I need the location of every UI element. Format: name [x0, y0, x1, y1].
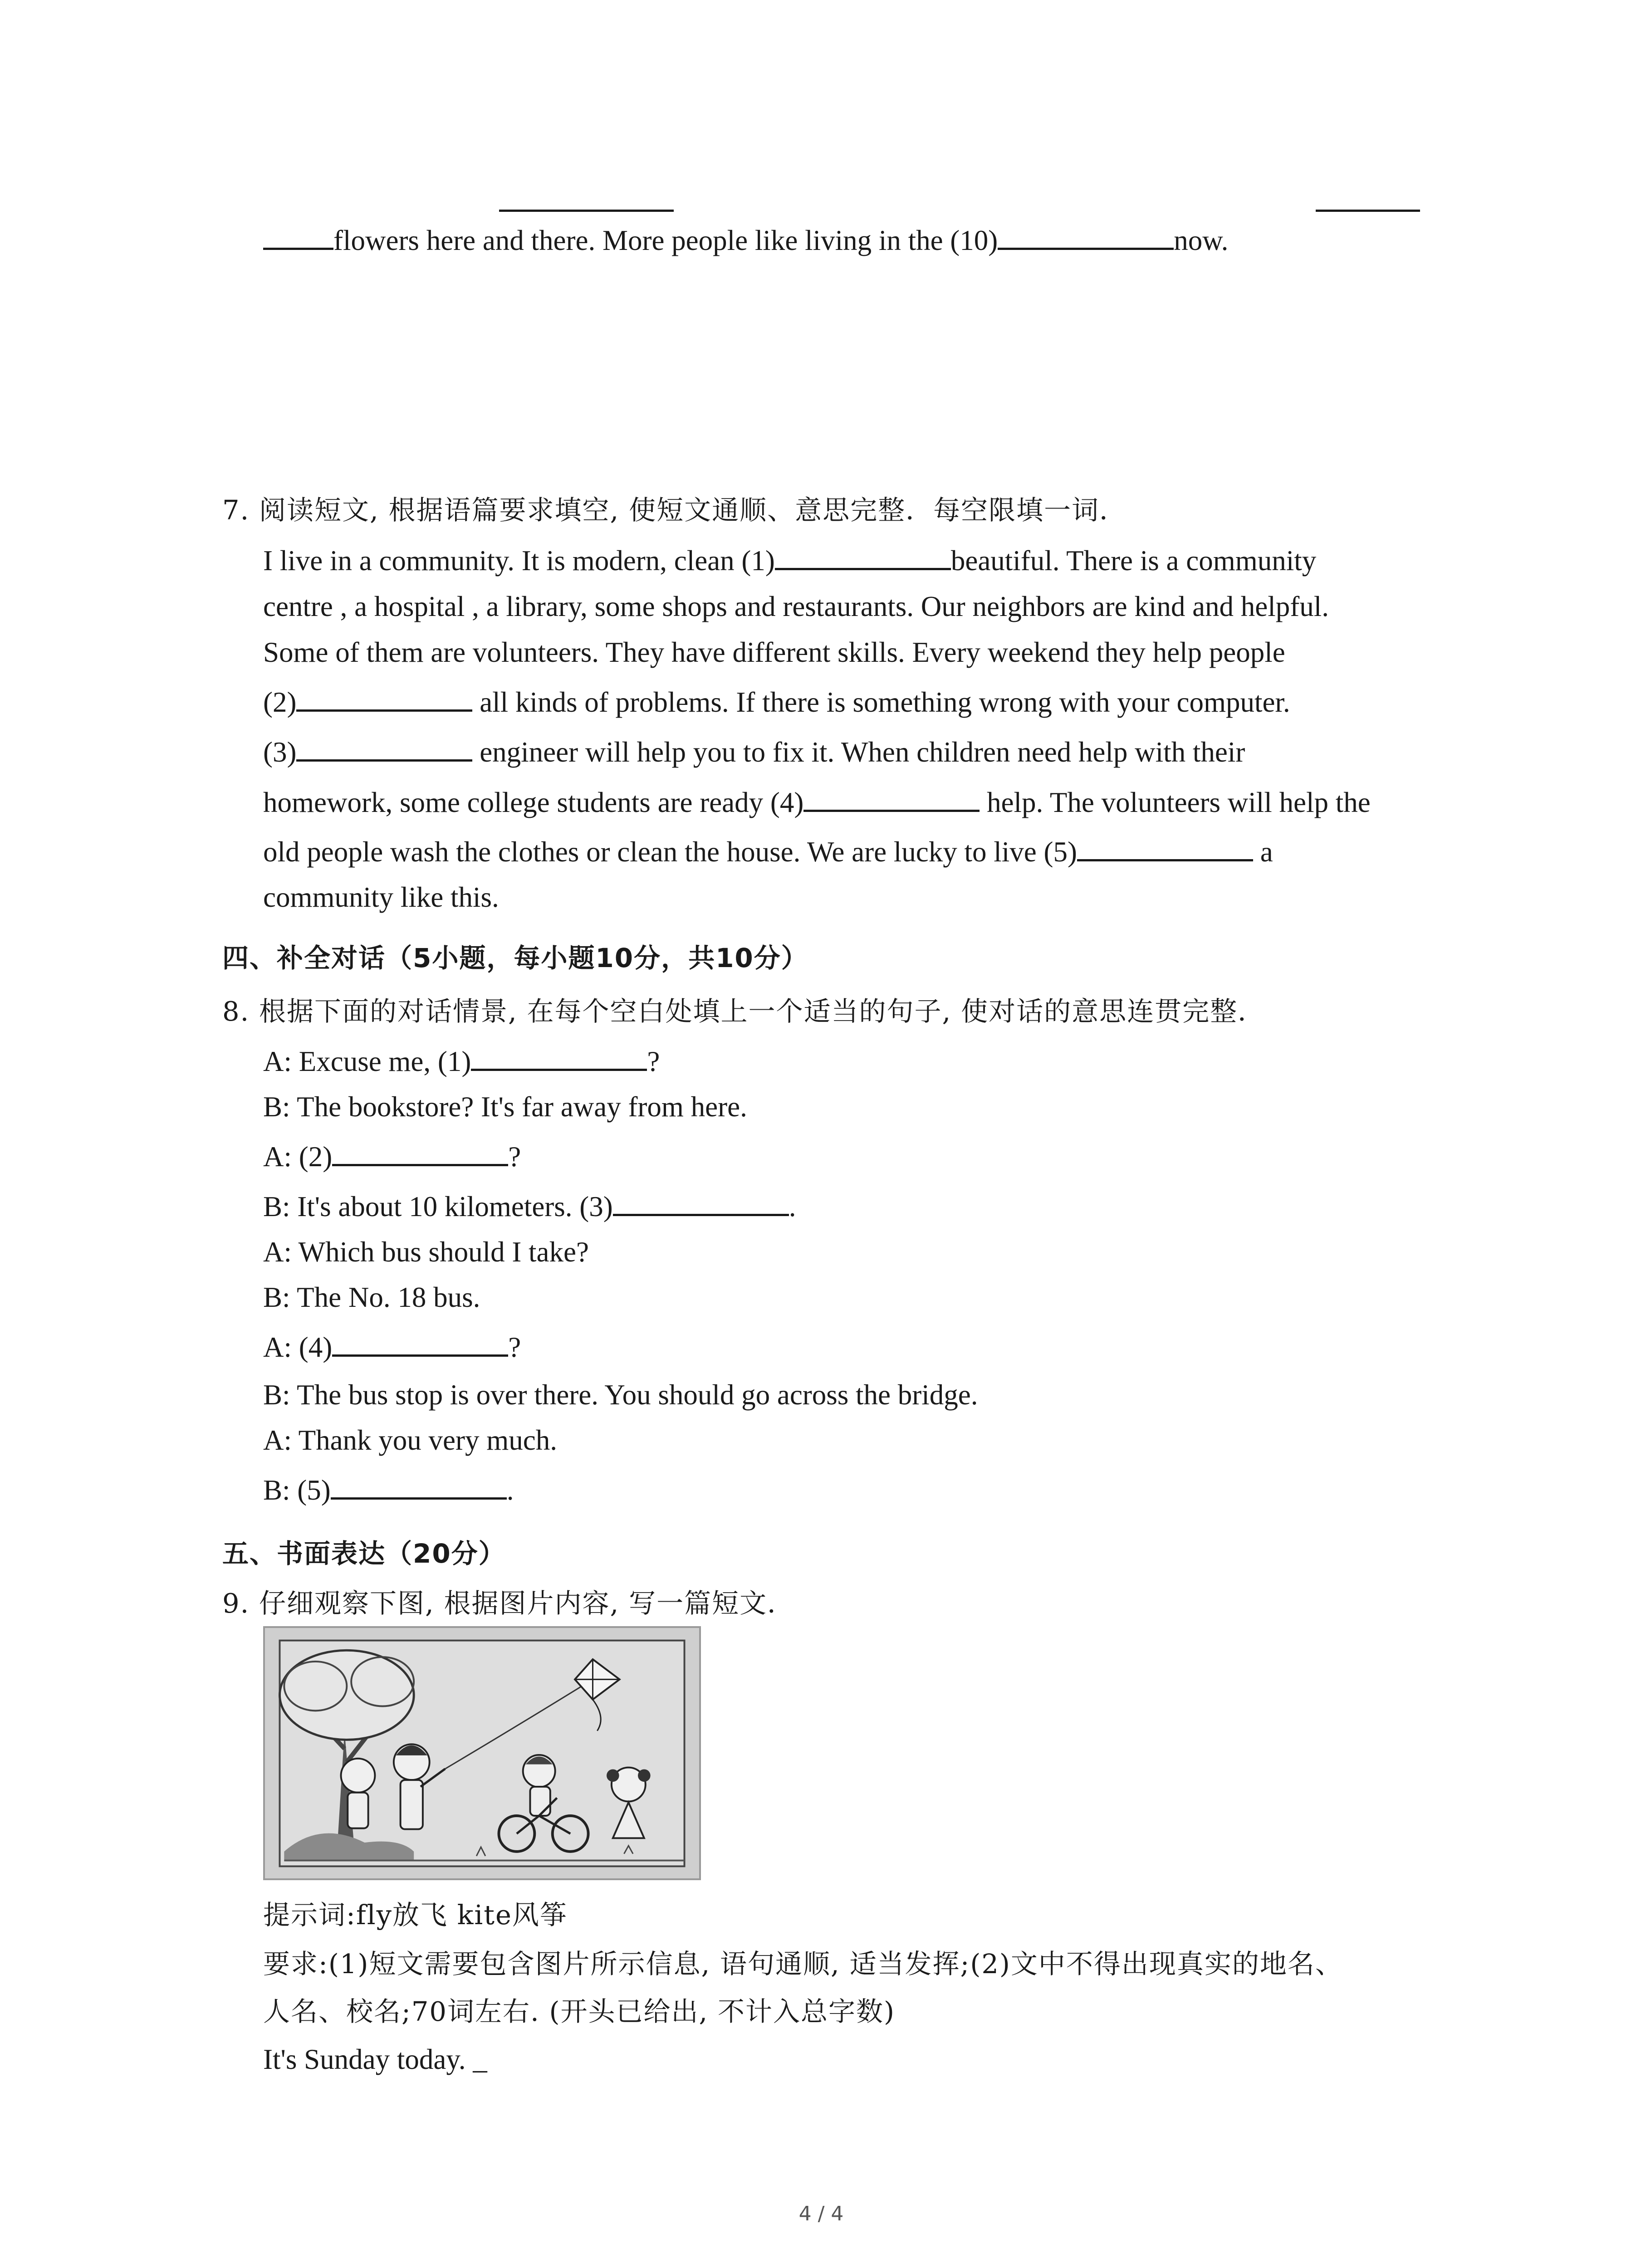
answer-blank-3[interactable] — [613, 1188, 789, 1216]
question-7-stem: 7. 阅读短文, 根据语篇要求填空, 使短文通顺、意思完整．每空限填一词． — [222, 494, 1127, 526]
dialogue-line: A: Thank you very much. — [263, 1424, 557, 1456]
dialogue-line: A: Which bus should I take? — [263, 1236, 589, 1268]
picture-kite-park — [263, 1626, 701, 1880]
passage-line: (2) all kinds of problems. If there is something wrong with your computer. — [263, 684, 1290, 720]
requirements-line: 要求:(1)短文需要包含图片所示信息, 语句通顺, 适当发挥;(2)文中不得出现真实的地名、 — [263, 1948, 1343, 1980]
answer-blank[interactable] — [263, 222, 333, 250]
blank-line — [499, 210, 674, 212]
section-heading: 五、书面表达（20分） — [222, 1538, 506, 1569]
question-9-stem: 9. 仔细观察下图, 根据图片内容, 写一篇短文． — [222, 1588, 795, 1619]
passage-line: community like this. — [263, 881, 499, 913]
page-number: 4 / 4 — [798, 2202, 844, 2225]
dialogue-line: A: Excuse me, (1) ? — [263, 1043, 660, 1080]
dialogue-line: B: The bookstore? It's far away from here. — [263, 1091, 747, 1123]
picture-illustration — [265, 1628, 699, 1878]
passage-line: (3) engineer will help you to fix it. When children need help with their — [263, 734, 1245, 770]
question-8-stem: 8. 根据下面的对话情景, 在每个空白处填上一个适当的句子, 使对话的意思连贯完整． — [222, 996, 1266, 1027]
answer-blank-4[interactable] — [803, 784, 980, 812]
dialogue-line: B: It's about 10 kilometers. (3) . — [263, 1188, 796, 1225]
answer-blank-2[interactable] — [332, 1139, 508, 1166]
dialogue-line: B: The No. 18 bus. — [263, 1281, 480, 1313]
requirements-line: 人名、校名;70词左右. (开头已给出, 不计入总字数) — [263, 1996, 896, 2027]
passage-line: centre , a hospital , a library, some shops and restaurants. Our neighbors are kind and helpful. — [263, 591, 1329, 622]
essay-start: It's Sunday today. _ — [263, 2043, 487, 2075]
answer-blank-5[interactable] — [1077, 834, 1253, 861]
answer-blank-2[interactable] — [296, 684, 472, 712]
passage-line: I live in a community. It is modern, clean (1) beautiful. There is a community — [263, 543, 1316, 579]
dialogue-line: B: (5) . — [263, 1472, 514, 1508]
dialogue-line: A: (4) ? — [263, 1329, 521, 1365]
hint-words: 提示词:fly放飞 kite风筝 — [263, 1899, 568, 1931]
passage-line: Some of them are volunteers. They have different skills. Every weekend they help people — [263, 636, 1285, 668]
passage-line: homework, some college students are ready (4) help. The volunteers will help the — [263, 784, 1371, 821]
answer-blank-1[interactable] — [471, 1043, 647, 1071]
dialogue-line: A: (2) ? — [263, 1139, 521, 1175]
blank-line — [1316, 210, 1420, 212]
answer-blank-1[interactable] — [775, 543, 951, 570]
answer-blank-3[interactable] — [296, 734, 472, 762]
section-heading: 四、补全对话（5小题，每小题10分，共10分） — [222, 943, 808, 973]
answer-blank-4[interactable] — [332, 1329, 508, 1357]
fragment-line: flowers here and there. More people like living in the (10) now. — [263, 222, 1228, 259]
passage-line: old people wash the clothes or clean the house. We are lucky to live (5) a — [263, 834, 1273, 870]
answer-blank-5[interactable] — [331, 1472, 507, 1500]
answer-blank[interactable] — [998, 222, 1174, 250]
dialogue-line: B: The bus stop is over there. You should go across the bridge. — [263, 1379, 978, 1411]
